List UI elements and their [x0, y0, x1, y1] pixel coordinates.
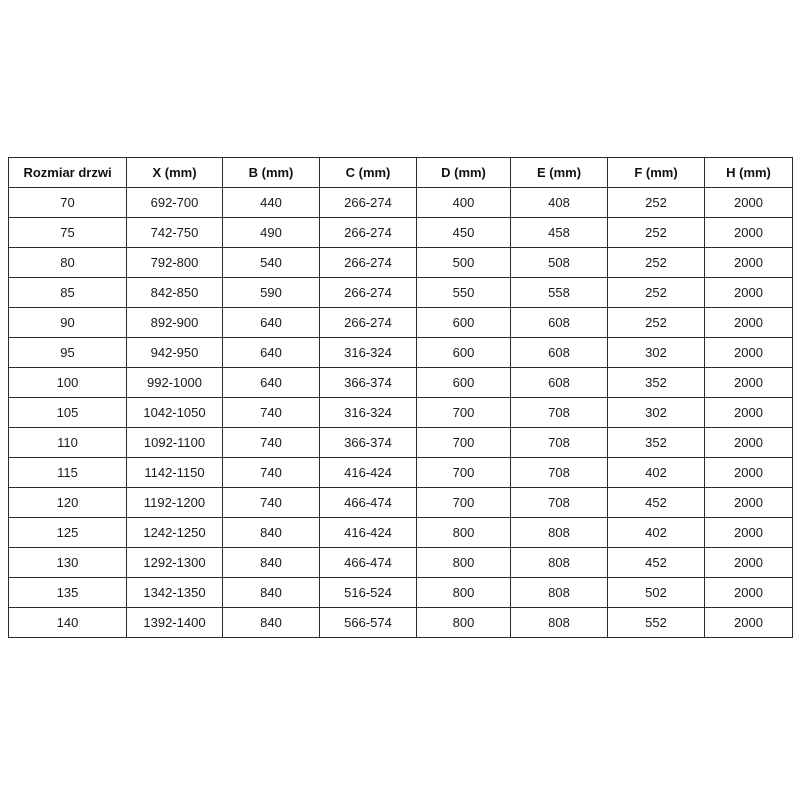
table-cell: 2000 [705, 548, 793, 578]
table-cell: 540 [223, 248, 320, 278]
table-cell: 2000 [705, 458, 793, 488]
table-cell: 2000 [705, 218, 793, 248]
table-cell: 2000 [705, 248, 793, 278]
table-cell: 942-950 [127, 338, 223, 368]
table-cell: 366-374 [320, 368, 417, 398]
table-cell: 90 [9, 308, 127, 338]
table-cell: 140 [9, 608, 127, 638]
table-header-row [9, 158, 793, 188]
table-cell: 125 [9, 518, 127, 548]
table-row [9, 428, 793, 458]
table-cell: 600 [417, 368, 511, 398]
table-row [9, 218, 793, 248]
table-cell: 135 [9, 578, 127, 608]
table-cell: 252 [608, 278, 705, 308]
table-cell: 402 [608, 458, 705, 488]
table-cell: 316-324 [320, 398, 417, 428]
table-cell: 566-574 [320, 608, 417, 638]
table-cell: 516-524 [320, 578, 417, 608]
column-header: X (mm) [127, 158, 223, 188]
column-header: F (mm) [608, 158, 705, 188]
table-body [9, 188, 793, 638]
table-cell: 800 [417, 518, 511, 548]
table-cell: 266-274 [320, 308, 417, 338]
table-cell: 740 [223, 488, 320, 518]
table-cell: 252 [608, 188, 705, 218]
table-cell: 808 [511, 518, 608, 548]
table-cell: 692-700 [127, 188, 223, 218]
table-cell: 840 [223, 578, 320, 608]
table-cell: 95 [9, 338, 127, 368]
table-cell: 2000 [705, 308, 793, 338]
table-cell: 302 [608, 338, 705, 368]
table-cell: 440 [223, 188, 320, 218]
table-cell: 466-474 [320, 548, 417, 578]
table-cell: 700 [417, 428, 511, 458]
table-row [9, 248, 793, 278]
column-header: E (mm) [511, 158, 608, 188]
table-cell: 2000 [705, 278, 793, 308]
table-row [9, 548, 793, 578]
table-cell: 2000 [705, 428, 793, 458]
table-cell: 708 [511, 398, 608, 428]
table-row [9, 398, 793, 428]
table-cell: 452 [608, 548, 705, 578]
table-cell: 700 [417, 398, 511, 428]
table-cell: 2000 [705, 578, 793, 608]
table-cell: 266-274 [320, 188, 417, 218]
table-row [9, 308, 793, 338]
table-row [9, 368, 793, 398]
table-cell: 508 [511, 248, 608, 278]
table-cell: 400 [417, 188, 511, 218]
table-cell: 708 [511, 458, 608, 488]
table-cell: 1142-1150 [127, 458, 223, 488]
table-row [9, 488, 793, 518]
table-cell: 740 [223, 428, 320, 458]
table-cell: 2000 [705, 188, 793, 218]
table-cell: 600 [417, 338, 511, 368]
table-cell: 130 [9, 548, 127, 578]
table-cell: 408 [511, 188, 608, 218]
table-cell: 500 [417, 248, 511, 278]
table-row [9, 338, 793, 368]
table-cell: 640 [223, 308, 320, 338]
table-cell: 352 [608, 428, 705, 458]
table-cell: 2000 [705, 338, 793, 368]
table-cell: 466-474 [320, 488, 417, 518]
table-cell: 416-424 [320, 518, 417, 548]
table-cell: 252 [608, 248, 705, 278]
table-cell: 840 [223, 518, 320, 548]
table-cell: 558 [511, 278, 608, 308]
table-cell: 1092-1100 [127, 428, 223, 458]
table-cell: 316-324 [320, 338, 417, 368]
door-dimensions-table [8, 157, 793, 638]
table-cell: 266-274 [320, 248, 417, 278]
table-cell: 1342-1350 [127, 578, 223, 608]
table-cell: 2000 [705, 488, 793, 518]
table-cell: 115 [9, 458, 127, 488]
column-header: D (mm) [417, 158, 511, 188]
table-cell: 708 [511, 428, 608, 458]
table-cell: 502 [608, 578, 705, 608]
table-cell: 808 [511, 608, 608, 638]
table-row [9, 518, 793, 548]
table-cell: 1242-1250 [127, 518, 223, 548]
table-cell: 120 [9, 488, 127, 518]
table-cell: 640 [223, 338, 320, 368]
table-cell: 608 [511, 338, 608, 368]
table-cell: 1042-1050 [127, 398, 223, 428]
table-cell: 105 [9, 398, 127, 428]
table-cell: 992-1000 [127, 368, 223, 398]
table-row [9, 458, 793, 488]
table-cell: 700 [417, 458, 511, 488]
column-header: H (mm) [705, 158, 793, 188]
table-cell: 2000 [705, 608, 793, 638]
table-cell: 600 [417, 308, 511, 338]
table-cell: 252 [608, 308, 705, 338]
table-cell: 740 [223, 398, 320, 428]
table-cell: 352 [608, 368, 705, 398]
table-cell: 1192-1200 [127, 488, 223, 518]
table-cell: 800 [417, 578, 511, 608]
table-cell: 1392-1400 [127, 608, 223, 638]
table-cell: 2000 [705, 518, 793, 548]
table-cell: 110 [9, 428, 127, 458]
table-cell: 800 [417, 548, 511, 578]
table-cell: 366-374 [320, 428, 417, 458]
table-cell: 608 [511, 308, 608, 338]
column-header: B (mm) [223, 158, 320, 188]
table-cell: 700 [417, 488, 511, 518]
table-row [9, 188, 793, 218]
table-cell: 708 [511, 488, 608, 518]
table-cell: 450 [417, 218, 511, 248]
table-cell: 842-850 [127, 278, 223, 308]
table-cell: 80 [9, 248, 127, 278]
table-cell: 550 [417, 278, 511, 308]
table-cell: 252 [608, 218, 705, 248]
table-cell: 2000 [705, 398, 793, 428]
table-cell: 266-274 [320, 218, 417, 248]
table-cell: 640 [223, 368, 320, 398]
table-cell: 402 [608, 518, 705, 548]
table-cell: 70 [9, 188, 127, 218]
column-header: C (mm) [320, 158, 417, 188]
table-cell: 590 [223, 278, 320, 308]
table-cell: 100 [9, 368, 127, 398]
table-cell: 85 [9, 278, 127, 308]
table-cell: 75 [9, 218, 127, 248]
table-cell: 1292-1300 [127, 548, 223, 578]
table-cell: 792-800 [127, 248, 223, 278]
table-cell: 892-900 [127, 308, 223, 338]
table-cell: 742-750 [127, 218, 223, 248]
table-cell: 302 [608, 398, 705, 428]
table-cell: 490 [223, 218, 320, 248]
table-cell: 840 [223, 548, 320, 578]
table-cell: 808 [511, 548, 608, 578]
table-cell: 808 [511, 578, 608, 608]
column-header: Rozmiar drzwi [9, 158, 127, 188]
table-cell: 552 [608, 608, 705, 638]
table-cell: 740 [223, 458, 320, 488]
table-cell: 416-424 [320, 458, 417, 488]
table-row [9, 608, 793, 638]
table-row [9, 278, 793, 308]
table-cell: 2000 [705, 368, 793, 398]
table-cell: 608 [511, 368, 608, 398]
table-cell: 458 [511, 218, 608, 248]
table-cell: 840 [223, 608, 320, 638]
table-cell: 452 [608, 488, 705, 518]
table-cell: 266-274 [320, 278, 417, 308]
table-cell: 800 [417, 608, 511, 638]
table-row [9, 578, 793, 608]
